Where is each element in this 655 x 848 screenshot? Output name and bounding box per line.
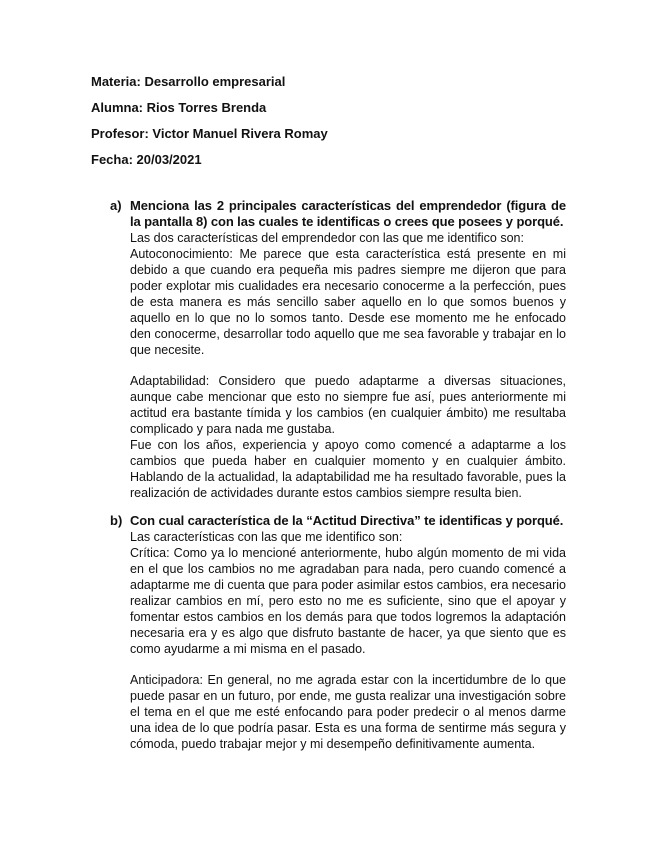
question-a-title: Menciona las 2 principales características del emprendedor (figura de la pantalla 8) con las cuales te identificas o crees que posees y porqué. <box>130 198 566 229</box>
answer-b-critica: Crítica: Como ya lo mencioné anteriormente, hubo algún momento de mi vida en el que los cambios no me agradaban para nada, pero cuando comencé a adaptarme me di cuenta que para poder asimilar estos cambios, era necesario realizar cambios en mí, pero esto no me es suficiente, sino que el apoyar y fomentar estos cambios en los demás para que todos logremos la adaptación necesaria era y es algo que disfruto bastante de hacer, ya que siento que es como ayudarme a mi misma en el pasado. <box>130 546 566 656</box>
question-a-marker: a) <box>110 198 122 213</box>
answer-a-adaptabilidad-continued: Fue con los años, experiencia y apoyo como comencé a adaptarme a los cambios que pueda haber en cualquier momento y en cualquier ámbito. Hablando de la actualidad, la adaptabilidad me ha resultado favorable, pues la realización de actividades durante estos cambios siempre resulta bien. <box>130 438 566 500</box>
answer-a-adaptabilidad: Adaptabilidad: Considero que puedo adaptarme a diversas situaciones, aunque cabe mencionar que esto no siempre fue así, pues anteriormente mi actitud era bastante tímida y los cambios (en cualquier ámbito) me resultaba complicado y para nada me gustaba. <box>130 374 566 436</box>
paragraph-gap <box>130 358 566 373</box>
answer-a-autoconocimiento: Autoconocimiento: Me parece que esta característica está presente en mi debido a que cuando era pequeña mis padres siempre me dijeron que para poder explotar mis cualidades era necesario conocerme a la perfección, pues de esta manera es más sencillo saber aquello en lo que somos buenos y aquello en lo que no lo somos tanto. Desde ese momento me he enfocado den conocerme, desarrollar todo aquello que me sea favorable y trabajar en lo que necesite. <box>130 247 566 357</box>
question-b <box>110 513 566 752</box>
student-line: Alumna: Rios Torres Brenda <box>91 100 267 115</box>
paragraph-gap <box>130 657 566 672</box>
document-header <box>91 74 328 178</box>
question-b-marker: b) <box>110 513 123 528</box>
date-line: Fecha: 20/03/2021 <box>91 152 202 167</box>
question-b-title: Con cual característica de la “Actitud Directiva” te identificas y porqué. <box>130 513 564 528</box>
answer-a-intro: Las dos características del emprendedor con las que me identifico son: <box>130 231 524 245</box>
teacher-line: Profesor: Victor Manuel Rivera Romay <box>91 126 328 141</box>
subject-line: Materia: Desarrollo empresarial <box>91 74 286 89</box>
question-b-body <box>130 513 566 752</box>
question-a <box>110 198 566 501</box>
answer-b-anticipadora: Anticipadora: En general, no me agrada estar con la incertidumbre de lo que puede pasar en un futuro, por ende, me gusta realizar una investigación sobre el tema en el que me esté enfocando para poder predecir o al menos darme una idea de lo que podría pasar. Esta es una forma de sentirme más segura y cómoda, puedo trabajar mejor y mi desempeño definitivamente aumenta. <box>130 673 566 751</box>
question-a-body <box>130 198 566 501</box>
answer-b-intro: Las características con las que me identifico son: <box>130 530 403 544</box>
